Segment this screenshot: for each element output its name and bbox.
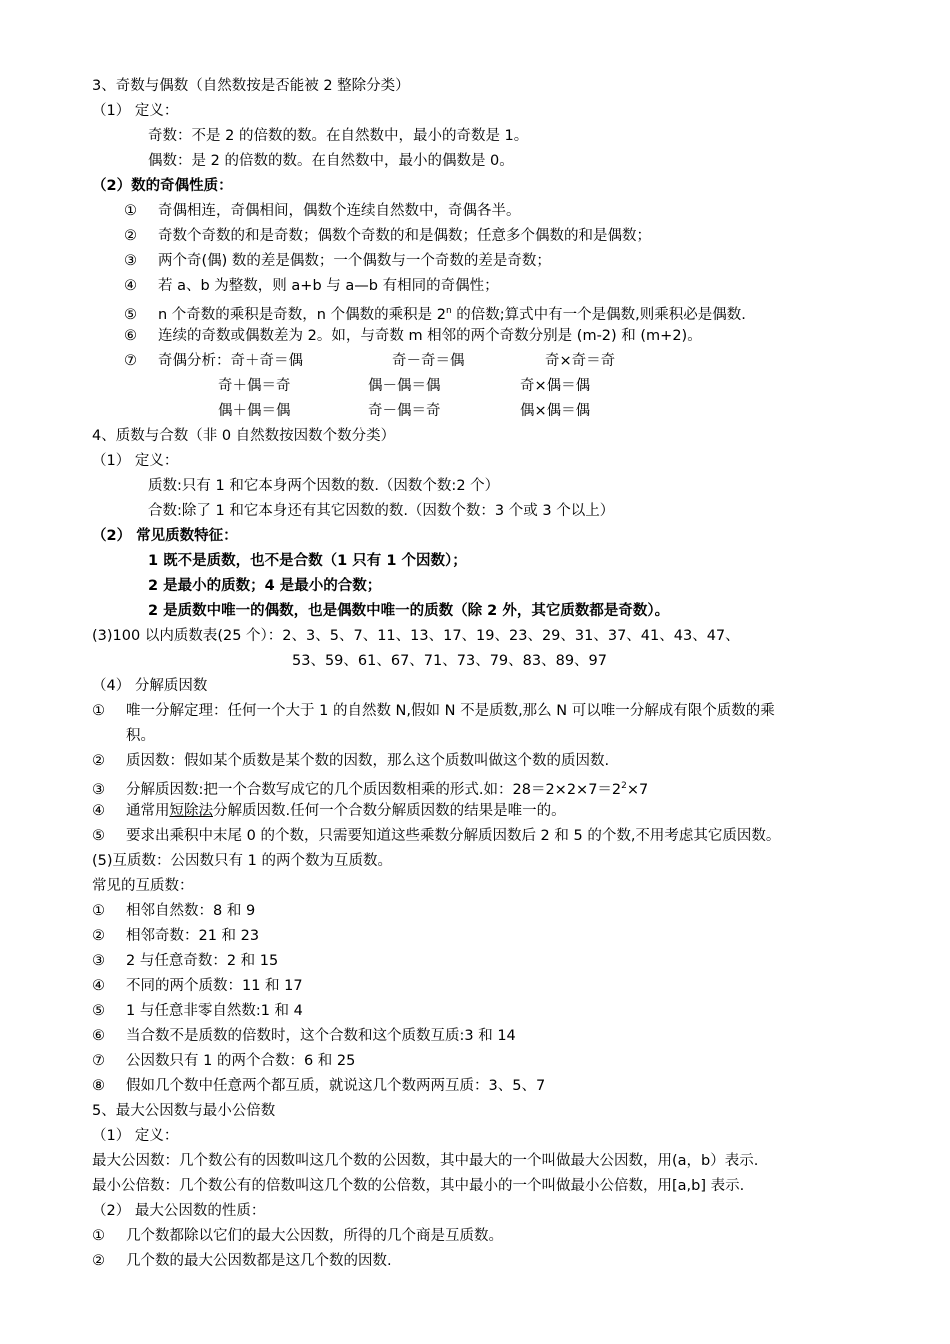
coprime-item [92,976,303,996]
item-text: 要求出乘积中末尾 0 的个数，只需要知道这些乘数分解质因数后 2 和 5 的个数,不用考虑其它质因数。 [126,828,781,844]
prime-feature: 1 既不是质数，也不是合数（1 只有 1 个因数）； [148,553,467,569]
short-division-term: 短除法 [169,803,213,819]
parity-rule: 奇－偶＝奇 [368,403,441,419]
item-number: ② [92,753,105,769]
factorization-label: （4） 分解质因数 [92,678,208,694]
parity-property-item [124,201,521,221]
section-5-title: 5、最大公因数与最小公倍数 [92,1103,276,1119]
item-number: ⑥ [124,328,137,344]
prime-definition: 质数:只有 1 和它本身两个因数的数.（因数个数:2 个） [148,478,500,494]
item-text: 不同的两个质数：11 和 17 [126,978,303,994]
parity-rule: 偶×偶＝偶 [520,403,591,419]
item-number: ② [92,928,105,944]
item-text: n 个奇数的乘积是奇数，n 个偶数的乘积是 2 [158,306,446,323]
item-number: ⑦ [92,1053,105,1069]
parity-rule: 偶－偶＝偶 [368,378,441,394]
item-number: ⑦ [124,353,137,369]
item-text: 若 a、b 为整数，则 a+b 与 a—b 有相同的奇偶性； [158,278,499,294]
item-text: 假如几个数中任意两个都互质，就说这几个数两两互质：3、5、7 [126,1078,546,1094]
item-text: 当合数不是质数的倍数时，这个合数和这个质数互质:3 和 14 [126,1028,516,1044]
section-4-title: 4、质数与合数（非 0 自然数按因数个数分类） [92,428,396,444]
gcd-properties-label: （2） 最大公因数的性质： [92,1203,266,1219]
item-number: ③ [124,253,137,269]
item-text: 几个数的最大公因数都是这几个数的因数. [126,1253,392,1269]
item-number: ⑤ [92,828,105,844]
parity-rule: 偶＋偶＝偶 [218,403,291,419]
section-3-definition-label: （1） 定义： [92,103,179,119]
coprime-item [92,1076,545,1096]
item-text: 质因数：假如某个质数是某个数的因数，那么这个质数叫做这个数的质因数. [126,753,610,769]
item-text: 唯一分解定理：任何一个大于 1 的自然数 N,假如 N 不是质数,那么 N 可以唯一分解成有限个质数的乘 [126,703,775,719]
parity-rule: 奇－奇＝偶 [392,353,465,369]
common-prime-features-label: （2） 常见质数特征： [92,528,238,544]
item-number: ⑥ [92,1028,105,1044]
section-5-definition-label: （1） 定义： [92,1128,179,1144]
item-text: 2 与任意奇数：2 和 15 [126,953,279,969]
item-number: ④ [124,278,137,294]
parity-property-item [124,276,499,296]
item-text-cont: 的倍数;算式中有一个是偶数,则乘积必是偶数. [451,306,746,323]
item-number: ① [124,203,137,219]
item-number: ① [92,1228,105,1244]
item-text: 奇偶分析：奇＋奇＝偶 [158,353,303,369]
coprime-item [92,926,259,946]
superscript: n [445,306,452,316]
item-text: 连续的奇数或偶数差为 2。如，与奇数 m 相邻的两个奇数分别是 (m-2) 和 (m+2)。 [158,328,702,344]
factorization-item [92,826,780,846]
item-text: 几个数都除以它们的最大公因数，所得的几个商是互质数。 [126,1228,503,1244]
item-number: ① [92,903,105,919]
parity-property-item [124,301,746,325]
prime-feature: 2 是最小的质数；4 是最小的合数； [148,578,382,594]
superscript: 2 [621,781,627,791]
parity-rule: 奇×偶＝偶 [520,378,591,394]
prime-feature: 2 是质数中唯一的偶数，也是偶数中唯一的质数（除 2 外，其它质数都是奇数）。 [148,603,670,619]
coprime-item [92,1051,355,1071]
parity-property-item [124,226,651,246]
item-number: ⑤ [92,1003,105,1019]
common-coprime-label: 常见的互质数： [92,878,194,894]
item-text-post: 分解质因数.任何一个合数分解质因数的结果是唯一的。 [213,803,566,819]
factorization-item [92,801,566,821]
item-text: 奇数个奇数的和是奇数；偶数个奇数的和是偶数；任意多个偶数的和是偶数； [158,228,651,244]
item-number: ② [124,228,137,244]
parity-rule: 奇×奇＝奇 [545,353,616,369]
prime-table-line-2: 53、59、61、67、71、73、79、83、89、97 [292,653,608,669]
item-number: ⑧ [92,1078,105,1094]
section-3-title: 3、奇数与偶数（自然数按是否能被 2 整除分类） [92,78,410,94]
odd-definition: 奇数：不是 2 的倍数的数。在自然数中，最小的奇数是 1。 [148,128,529,144]
item-text-continuation: 积。 [126,728,155,744]
coprime-item [92,901,255,921]
item-number: ⑤ [124,306,137,323]
coprime-item [92,1001,303,1021]
parity-properties-label: （2）数的奇偶性质： [92,178,233,194]
prime-table-line-1: (3)100 以内质数表(25 个）：2、3、5、7、11、13、17、19、23、29、31、37、41、43、47、 [92,628,740,644]
item-text-pre: 通常用 [126,803,170,819]
item-text: 奇偶相连，奇偶相间，偶数个连续自然数中，奇偶各半。 [158,203,521,219]
item-number: ③ [92,781,105,798]
item-number: ④ [92,978,105,994]
factorization-item [92,751,609,771]
item-number: ④ [92,803,105,819]
coprime-definition: (5)互质数：公因数只有 1 的两个数为互质数。 [92,853,392,869]
lcm-definition: 最小公倍数：几个数公有的倍数叫这几个数的公倍数，其中最小的一个叫做最小公倍数，用[a,b] 表示. [92,1178,745,1194]
parity-property-item [124,326,702,346]
factorization-item [92,776,648,800]
coprime-item [92,951,278,971]
item-number: ② [92,1253,105,1269]
gcd-property-item [92,1226,503,1246]
even-definition: 偶数：是 2 的倍数的数。在自然数中，最小的偶数是 0。 [148,153,514,169]
item-text: 两个奇(偶) 数的差是偶数；一个偶数与一个奇数的差是奇数； [158,253,551,269]
coprime-item [92,1026,516,1046]
item-text: 相邻自然数：8 和 9 [126,903,256,919]
factorization-item [92,701,775,721]
parity-rule: 奇＋偶＝奇 [218,378,291,394]
item-number: ① [92,703,105,719]
gcd-property-item [92,1251,392,1271]
item-text: 分解质因数:把一个合数写成它的几个质因数相乘的形式.如：28＝2×2×7＝2 [126,781,622,798]
item-text: 公因数只有 1 的两个合数：6 和 25 [126,1053,356,1069]
item-text-cont: ×7 [626,781,649,798]
parity-property-item [124,351,303,371]
item-text: 1 与任意非零自然数:1 和 4 [126,1003,303,1019]
gcd-definition: 最大公因数：几个数公有的因数叫这几个数的公因数，其中最大的一个叫做最大公因数，用(a，b）表示. [92,1153,759,1169]
section-4-definition-label: （1） 定义： [92,453,179,469]
item-number: ③ [92,953,105,969]
item-text: 相邻奇数：21 和 23 [126,928,260,944]
parity-property-item [124,251,551,271]
composite-definition: 合数:除了 1 和它本身还有其它因数的数.（因数个数：3 个或 3 个以上） [148,503,615,519]
